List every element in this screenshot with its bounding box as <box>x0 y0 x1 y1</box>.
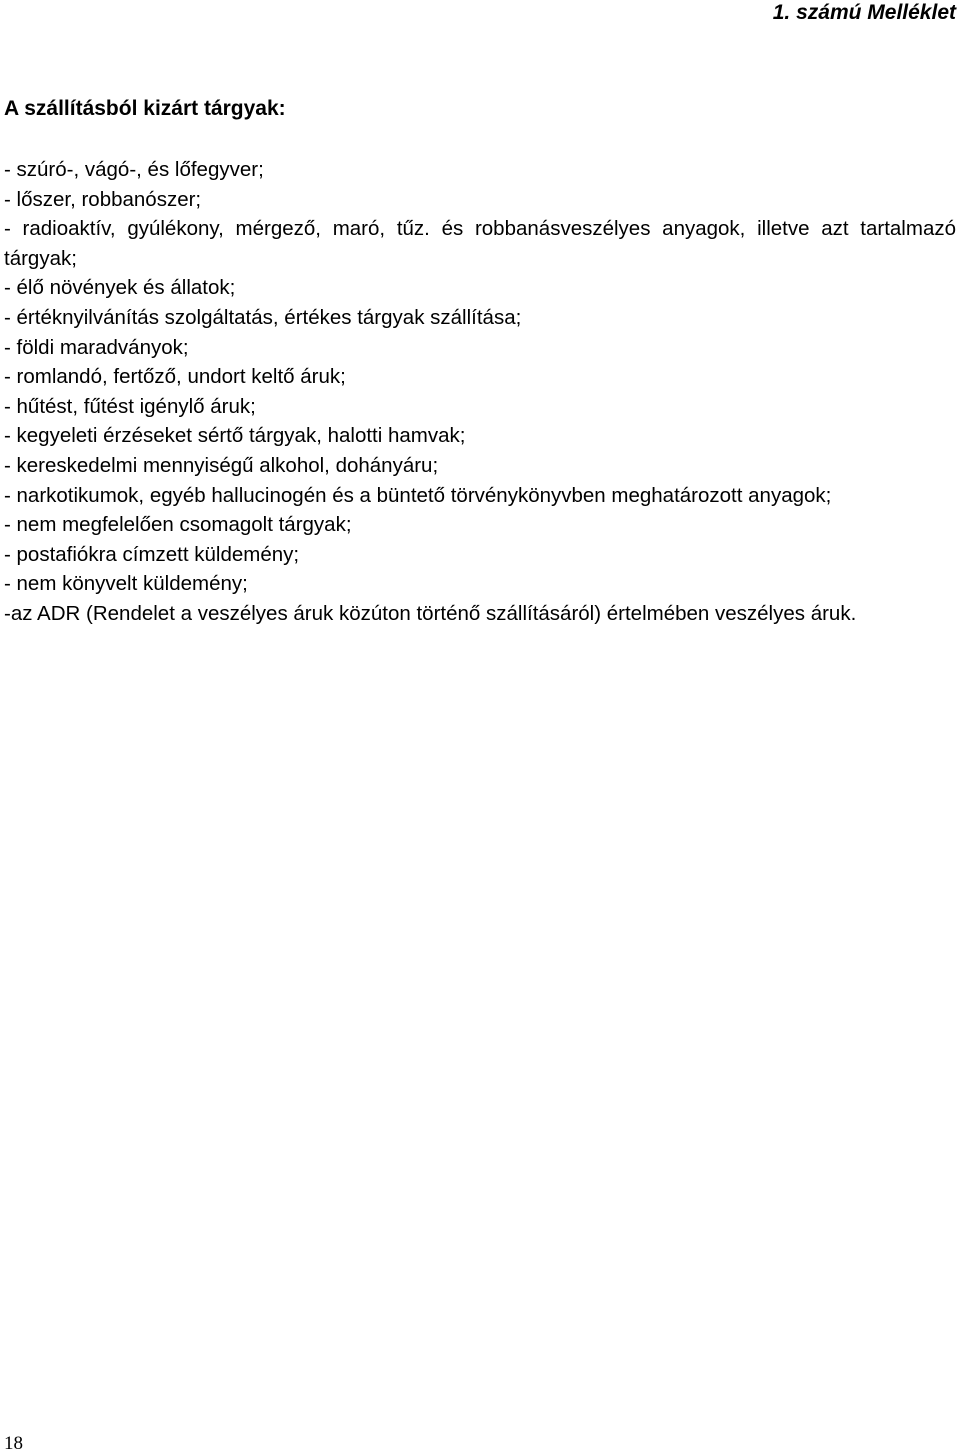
list-item: - szúró-, vágó-, és lőfegyver; <box>4 158 264 181</box>
list-item: - postafiókra címzett küldemény; <box>4 542 300 566</box>
list-item: - földi maradványok; <box>4 335 189 359</box>
list-item: - élő növények és állatok; <box>4 276 236 300</box>
annex-label: 1. számú Melléklet <box>772 1 956 24</box>
list-item: -az ADR (Rendelet a veszélyes áruk közúton történő szállításáról) értelmében veszélyes áruk. <box>4 601 857 625</box>
list-item: - nem megfelelően csomagolt tárgyak; <box>4 513 352 537</box>
section-heading: A szállításból kizárt tárgyak: <box>4 97 286 120</box>
excluded-items-list <box>4 155 956 629</box>
list-item: - kegyeleti érzéseket sértő tárgyak, halotti hamvak; <box>4 424 466 448</box>
list-item: - narkotikumok, egyéb hallucinogén és a büntető törvénykönyvben meghatározott anyagok; <box>4 483 832 507</box>
list-item: - értéknyilvánítás szolgáltatás, értékes tárgyak szállítása; <box>4 305 522 329</box>
list-item: - romlandó, fertőző, undort keltő áruk; <box>4 365 346 389</box>
list-item: - nem könyvelt küldemény; <box>4 572 248 596</box>
list-item: - radioaktív, gyúlékony, mérgező, maró, tűz. és robbanásveszélyes anyagok, illetve azt tartalmazó tárgyak; <box>4 217 956 270</box>
list-item: - kereskedelmi mennyiségű alkohol, dohányáru; <box>4 453 439 477</box>
page-number: 18 <box>4 1433 23 1454</box>
list-item: - hűtést, fűtést igénylő áruk; <box>4 394 256 418</box>
list-item: - lőszer, robbanószer; <box>4 187 202 211</box>
